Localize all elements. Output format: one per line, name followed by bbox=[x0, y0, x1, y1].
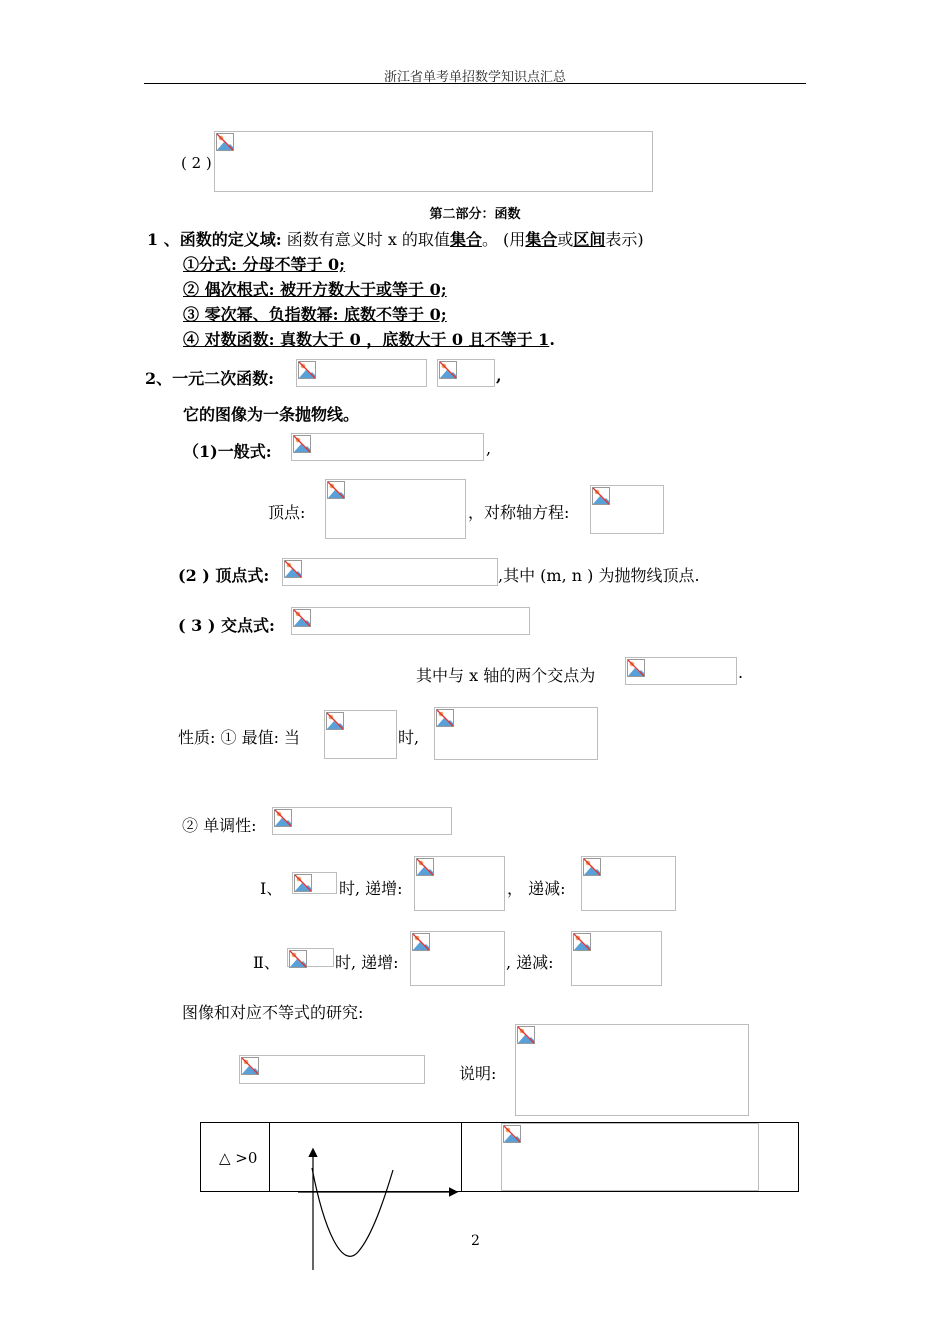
broken-image-icon bbox=[327, 481, 345, 499]
formula-image bbox=[296, 359, 427, 387]
parabola-sketch bbox=[290, 1140, 465, 1275]
formula-image bbox=[414, 856, 505, 911]
page-header-title: 浙江省单考单招数学知识点汇总 bbox=[383, 70, 566, 85]
domain-title: 函数的定义域 bbox=[179, 230, 276, 249]
formula-image bbox=[325, 479, 466, 539]
broken-image-icon bbox=[503, 1125, 521, 1143]
domain-colon: : bbox=[275, 230, 282, 249]
broken-image-icon bbox=[436, 709, 454, 727]
broken-image-icon bbox=[592, 487, 610, 505]
table-cell-condition bbox=[201, 1123, 270, 1191]
table-cell-formula bbox=[462, 1123, 758, 1191]
domain-number: 1 、 bbox=[147, 230, 180, 249]
rule-log-period: . bbox=[549, 330, 555, 349]
rule-even-root: ② 偶次根式: 被开方数大于或等于 0; bbox=[183, 280, 447, 299]
formula-image bbox=[292, 872, 337, 894]
item-2-label: ( 2 ) bbox=[181, 154, 212, 172]
formula-image bbox=[291, 433, 484, 461]
formula-image bbox=[625, 657, 737, 685]
parabola-curve bbox=[312, 1168, 393, 1256]
domain-text-1: 函数有意义时 x 的取值 bbox=[281, 230, 450, 249]
quadratic-comma: , bbox=[496, 366, 502, 385]
broken-image-icon bbox=[289, 950, 307, 968]
extremum-when: 时, bbox=[398, 728, 420, 747]
rule-log-text: ④ 对数函数: 真数大于 0 ，底数大于 0 且不等于 1 bbox=[183, 330, 550, 349]
broken-image-icon bbox=[293, 435, 311, 453]
broken-image-icon bbox=[439, 361, 457, 379]
broken-image-icon bbox=[284, 560, 302, 578]
quadratic-number: 2、 bbox=[145, 369, 173, 388]
broken-image-icon bbox=[274, 809, 292, 827]
broken-image-icon bbox=[298, 361, 316, 379]
vertex-label: 顶点: bbox=[268, 503, 306, 522]
quadratic-heading bbox=[145, 366, 274, 389]
broken-image-icon bbox=[573, 933, 591, 951]
intercept-note: 其中与 x 轴的两个交点为 bbox=[416, 666, 596, 685]
formula-image bbox=[437, 359, 495, 387]
domain-text-3: 表示) bbox=[605, 230, 644, 249]
formula-image bbox=[272, 807, 452, 835]
domain-text-2: 。 (用 bbox=[481, 230, 526, 249]
rule-log bbox=[183, 327, 555, 350]
broken-image-icon bbox=[412, 933, 430, 951]
parabola-text: 它的图像为一条抛物线。 bbox=[183, 405, 360, 424]
vertex-form-label: (2 ) 顶点式: bbox=[178, 566, 270, 585]
rule-zero-power: ③ 零次幂、负指数幂: 底数不等于 0; bbox=[183, 305, 447, 324]
explain-label: 说明: bbox=[459, 1064, 497, 1083]
monotonicity-label: ② 单调性: bbox=[182, 816, 257, 835]
formula-image bbox=[501, 1123, 759, 1191]
domain-or: 或 bbox=[557, 230, 574, 249]
intercept-form-label: ( 3 ) 交点式: bbox=[178, 616, 275, 635]
case-1-decreasing-label: ， 递减: bbox=[507, 879, 566, 898]
case-2-decreasing-label: , 递减: bbox=[506, 953, 554, 972]
formula-image bbox=[239, 1055, 425, 1084]
formula-image bbox=[324, 710, 397, 759]
formula-image bbox=[214, 131, 653, 192]
rule-fraction: ①分式: 分母不等于 0; bbox=[183, 255, 346, 274]
broken-image-icon bbox=[627, 659, 645, 677]
formula-image bbox=[571, 931, 662, 986]
formula-image bbox=[291, 607, 530, 635]
domain-set-word: 集合 bbox=[449, 230, 482, 249]
formula-image bbox=[282, 558, 498, 586]
section-title: 第二部分：函数 bbox=[429, 207, 521, 222]
broken-image-icon bbox=[294, 874, 312, 892]
axis-label: ，对称轴方程: bbox=[468, 503, 570, 522]
general-form-comma: , bbox=[486, 439, 492, 458]
formula-image bbox=[410, 931, 505, 986]
broken-image-icon bbox=[216, 133, 234, 151]
broken-image-icon bbox=[416, 858, 434, 876]
case-1-number: Ⅰ、 bbox=[260, 879, 283, 898]
page-number: 2 bbox=[471, 1233, 480, 1249]
extremum-label: 性质: ① 最值: 当 bbox=[178, 728, 301, 747]
domain-set-word-2: 集合 bbox=[525, 230, 558, 249]
general-form-label: （1)一般式: bbox=[183, 442, 272, 461]
formula-image bbox=[287, 948, 334, 967]
case-1-increasing-label: 时, 递增: bbox=[339, 879, 403, 898]
broken-image-icon bbox=[517, 1026, 535, 1044]
formula-image bbox=[434, 707, 598, 760]
formula-image bbox=[515, 1024, 749, 1116]
domain-interval-word: 区间 bbox=[573, 230, 606, 249]
case-2-increasing-label: 时, 递增: bbox=[335, 953, 399, 972]
domain-line bbox=[147, 227, 644, 250]
vertex-form-note: ,其中 (m, n ) 为抛物线顶点. bbox=[498, 566, 700, 585]
broken-image-icon bbox=[326, 712, 344, 730]
header-rule bbox=[144, 83, 806, 84]
intercept-period: . bbox=[738, 663, 744, 682]
broken-image-icon bbox=[293, 609, 311, 627]
broken-image-icon bbox=[241, 1057, 259, 1075]
broken-image-icon bbox=[583, 858, 601, 876]
study-label: 图像和对应不等式的研究: bbox=[182, 1003, 364, 1022]
delta-condition: △ >0 bbox=[219, 1149, 258, 1167]
formula-image bbox=[581, 856, 676, 911]
case-2-number: Ⅱ、 bbox=[253, 953, 280, 972]
quadratic-title: 一元二次函数: bbox=[172, 369, 275, 388]
formula-image bbox=[590, 485, 664, 534]
